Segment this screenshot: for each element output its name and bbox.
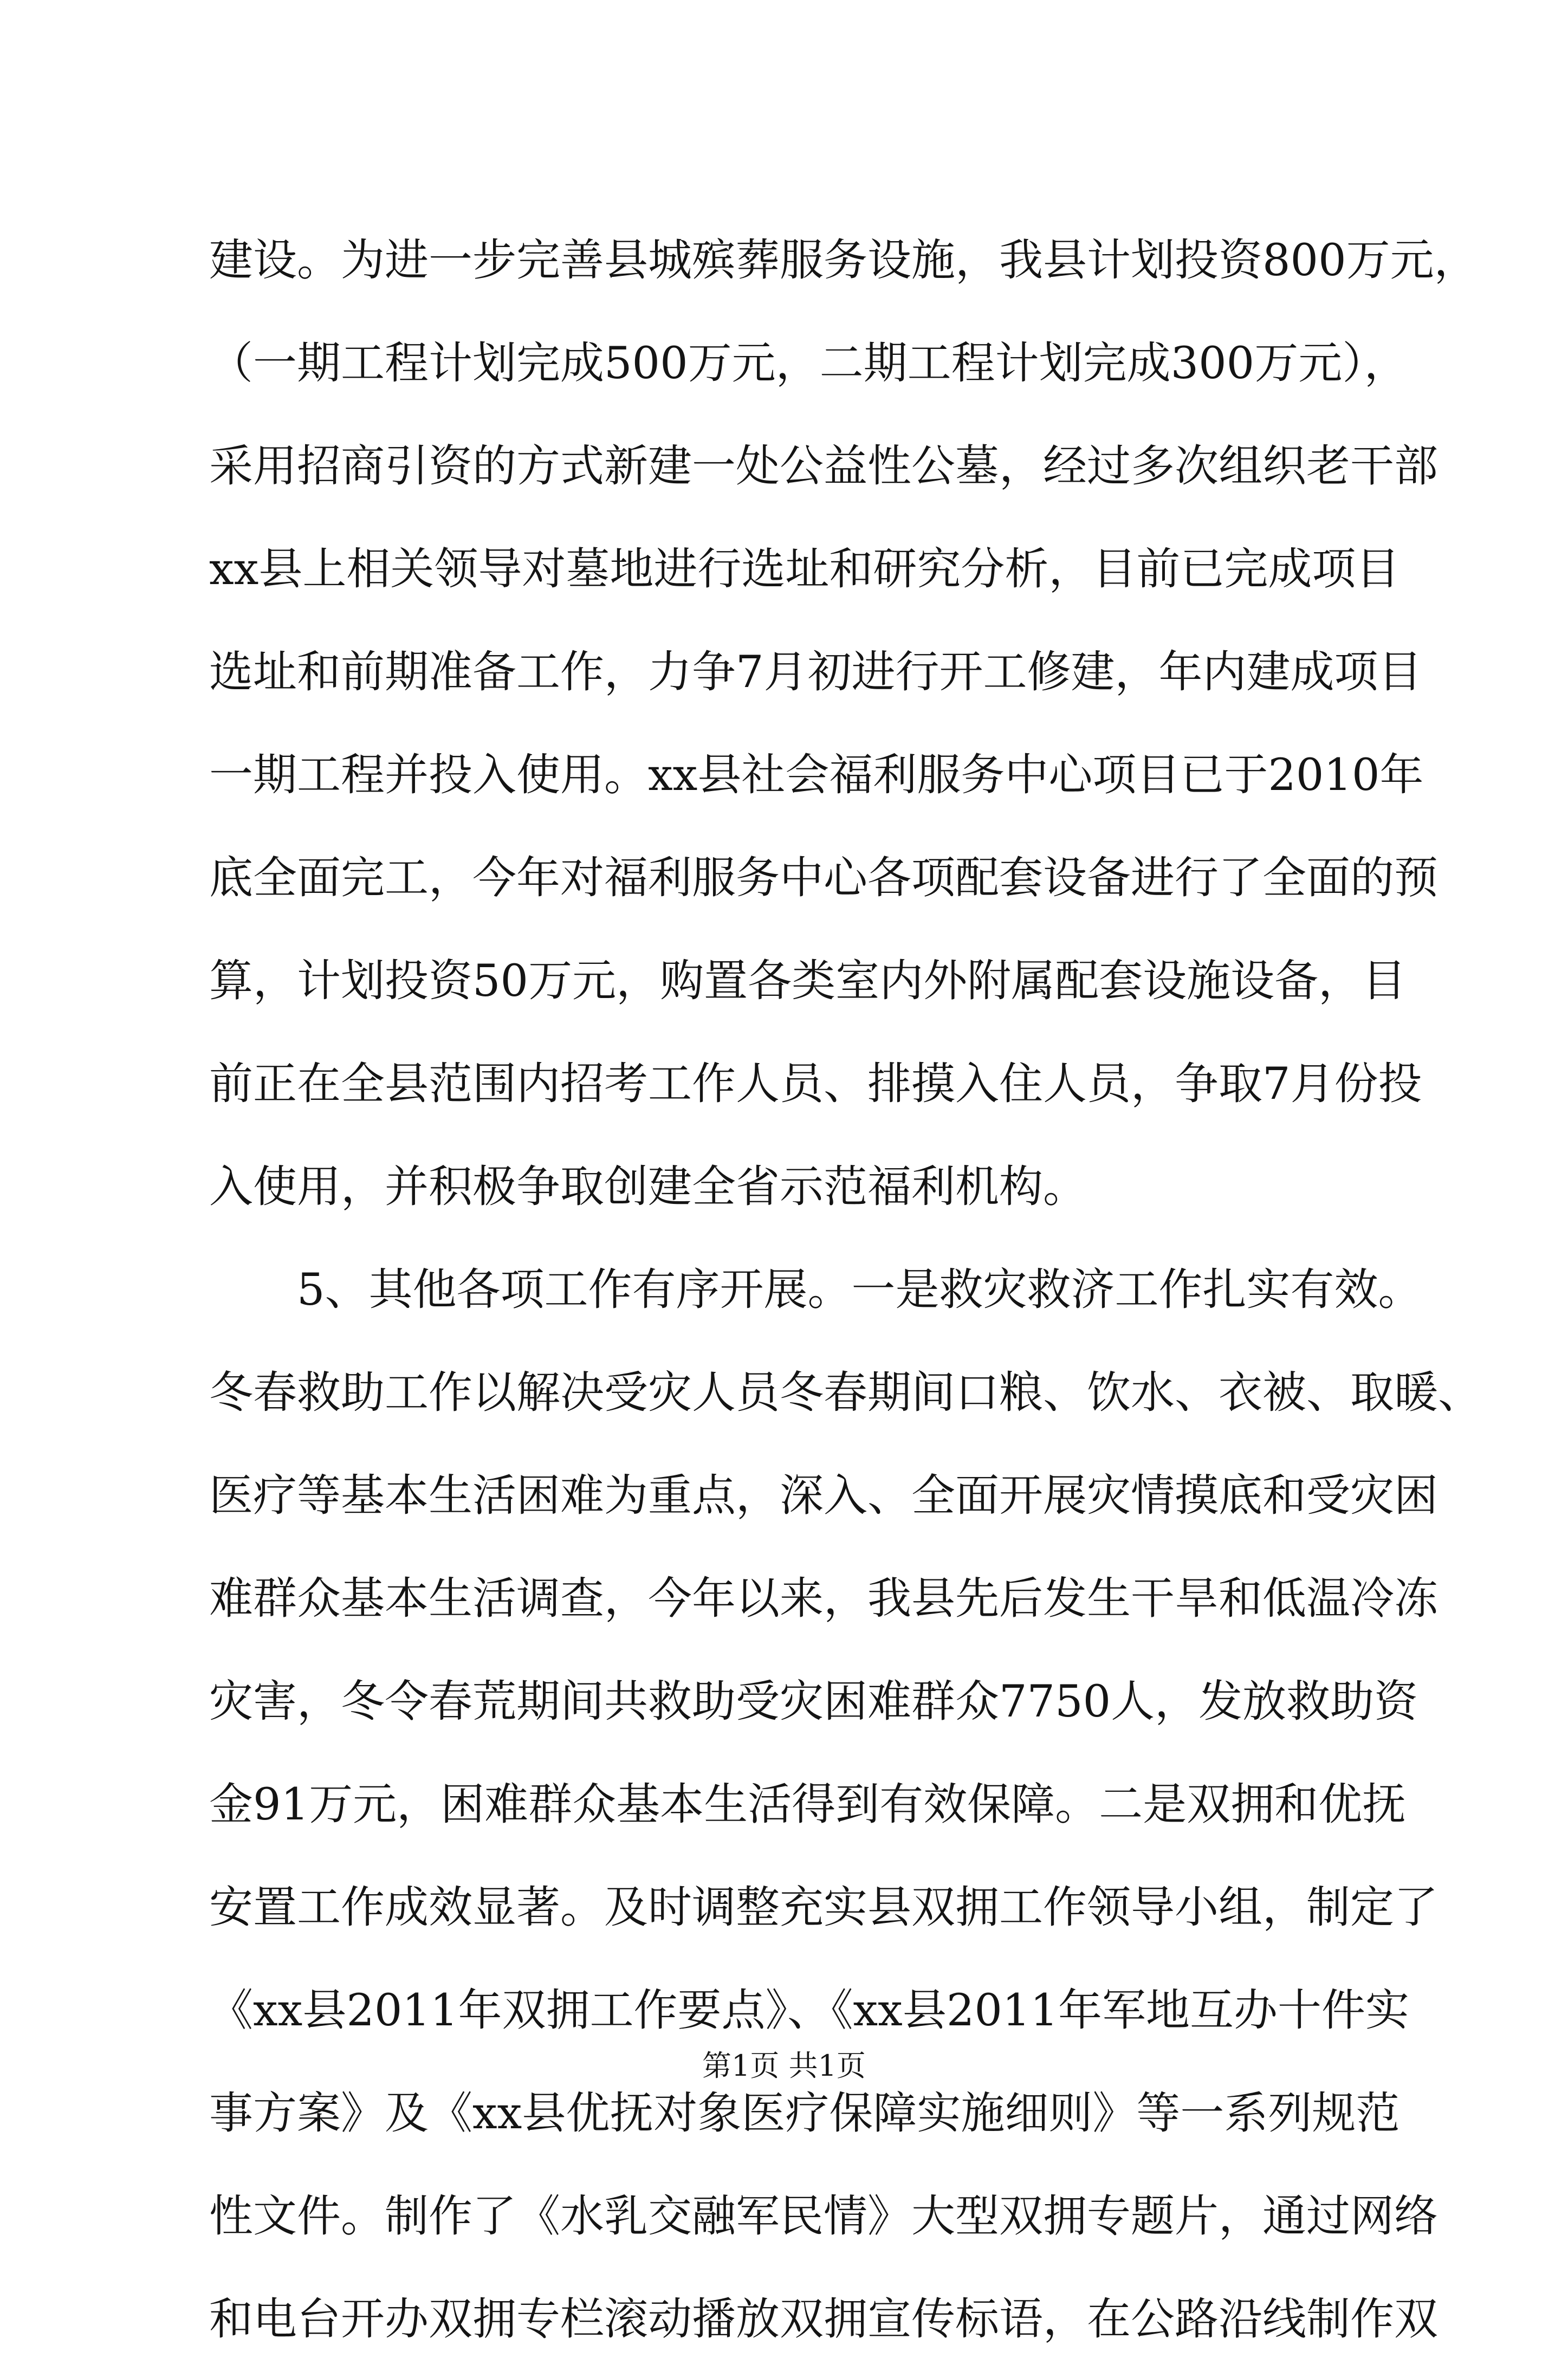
body-line: 前正在全县范围内招考工作人员、排摸入住人员，争取7月份投 xyxy=(209,1059,1422,1110)
body-line: 一期工程并投入使用。xx县社会福利服务中心项目已于2010年 xyxy=(209,750,1424,801)
body-line: 和电台开办双拥专栏滚动播放双拥宣传标语，在公路沿线制作双 xyxy=(209,2294,1439,2345)
body-line: 金91万元，困难群众基本生活得到有效保障。二是双拥和优抚 xyxy=(209,1779,1407,1830)
body-line: 入使用，并积极争取创建全省示范福利机构。 xyxy=(209,1162,1087,1213)
body-line: 建设。为进一步完善县城殡葬服务设施，我县计划投资800万元， xyxy=(209,235,1478,286)
body-line: 性文件。制作了《水乳交融军民情》大型双拥专题片，通过网络 xyxy=(209,2191,1439,2242)
body-line: 安置工作成效显著。及时调整充实县双拥工作领导小组，制定了 xyxy=(209,1882,1439,1933)
body-line: 冬春救助工作以解决受灾人员冬春期间口粮、饮水、衣被、取暖、 xyxy=(209,1368,1482,1418)
body-line: 《xx县2011年双拥工作要点》、《xx县2011年军地互办十件实 xyxy=(209,1985,1410,2036)
body-line: 难群众基本生活调查，今年以来，我县先后发生干旱和低温冷冻 xyxy=(209,1573,1439,1624)
body-line: 选址和前期准备工作，力争7月初进行开工修建，年内建成项目 xyxy=(209,647,1422,698)
page-footer xyxy=(0,2043,1568,2084)
body-line: （一期工程计划完成500万元，二期工程计划完成300万元）， xyxy=(209,338,1408,389)
body-line: 底全面完工，今年对福利服务中心各项配套设备进行了全面的预 xyxy=(209,853,1439,904)
body-line: xx县上相关领导对墓地进行选址和研究分析，目前已完成项目 xyxy=(209,544,1400,595)
page-number-label: 第1页 共1页 xyxy=(702,2049,866,2083)
body-line: 灾害，冬令春荒期间共救助受灾困难群众7750人，发放救助资 xyxy=(209,1676,1418,1727)
body-line: 算，计划投资50万元，购置各类室内外附属配套设施设备，目 xyxy=(209,956,1407,1007)
body-line: 5、其他各项工作有序开展。一是救灾救济工作扎实有效。 xyxy=(297,1265,1422,1316)
body-line: 采用招商引资的方式新建一处公益性公墓，经过多次组织老干部 xyxy=(209,441,1439,492)
body-line: 医疗等基本生活困难为重点，深入、全面开展灾情摸底和受灾困 xyxy=(209,1470,1439,1521)
body-line: 事方案》及《xx县优抚对象医疗保障实施细则》等一系列规范 xyxy=(209,2088,1400,2139)
